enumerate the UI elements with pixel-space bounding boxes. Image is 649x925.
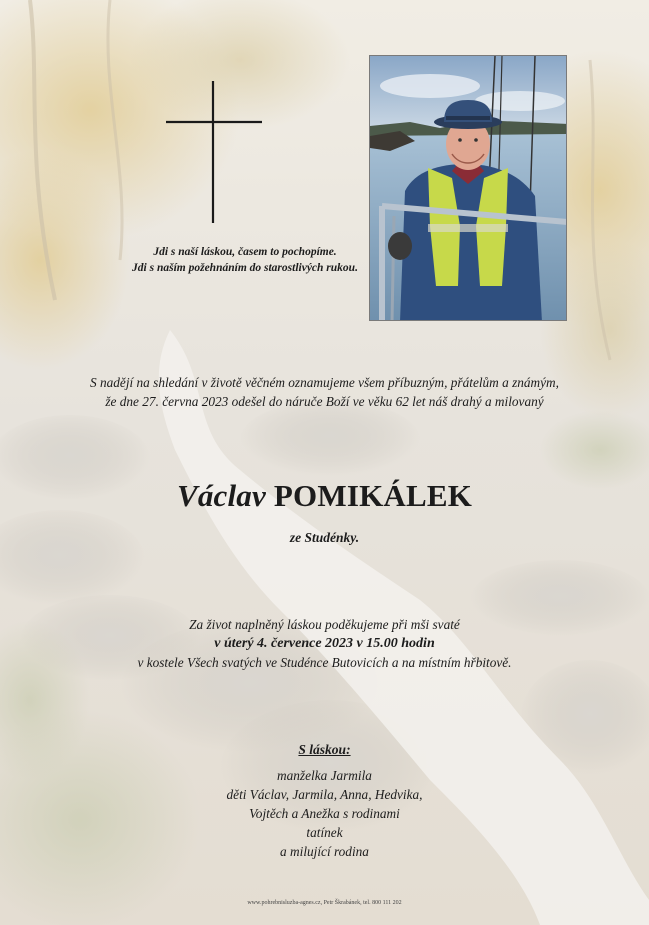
announcement-text bbox=[20, 373, 629, 411]
quote-line: Jdi s naším požehnáním do starostlivých rukou. bbox=[132, 262, 358, 274]
first-name: Václav bbox=[176, 478, 266, 513]
mourner-line: tatínek bbox=[306, 825, 343, 840]
deceased-name bbox=[0, 478, 649, 514]
portrait-photo bbox=[369, 55, 567, 321]
service-datetime: v úterý 4. července 2023 v 15.00 hodin bbox=[214, 636, 435, 651]
service-line: v kostele Všech svatých ve Studénce Butovicích a na místním hřbitově. bbox=[137, 655, 512, 670]
memorial-quote bbox=[60, 244, 430, 276]
service-line: Za život naplněný láskou poděkujeme při mši svaté bbox=[189, 617, 460, 632]
mourner-line: Vojtěch a Anežka s rodinami bbox=[249, 806, 400, 821]
deceased-origin: ze Studénky. bbox=[289, 530, 360, 545]
mourners-list bbox=[0, 766, 649, 861]
mourner-line: manželka Jarmila bbox=[277, 768, 372, 783]
quote-line: Jdi s naší láskou, časem to pochopíme. bbox=[153, 246, 337, 258]
mourner-line: a milující rodina bbox=[280, 844, 369, 859]
announcement-line: S nadějí na shledání v životě věčném oznamujeme všem příbuzným, přátelům a známým, bbox=[90, 375, 559, 390]
funeral-service-footer: www.pohrebnisluzba-agnes.cz, Petr Škrabánek, tel. 800 111 202 bbox=[247, 900, 402, 906]
announcement-line: že dne 27. června 2023 odešel do náruče Boží ve věku 62 let náš drahý a milovaný bbox=[105, 394, 544, 409]
mourner-line: děti Václav, Jarmila, Anna, Hedvika, bbox=[226, 787, 423, 802]
service-details bbox=[40, 615, 609, 672]
cross-icon bbox=[166, 81, 262, 223]
surname: POMIKÁLEK bbox=[273, 478, 473, 513]
signoff-heading: S láskou: bbox=[298, 742, 351, 757]
